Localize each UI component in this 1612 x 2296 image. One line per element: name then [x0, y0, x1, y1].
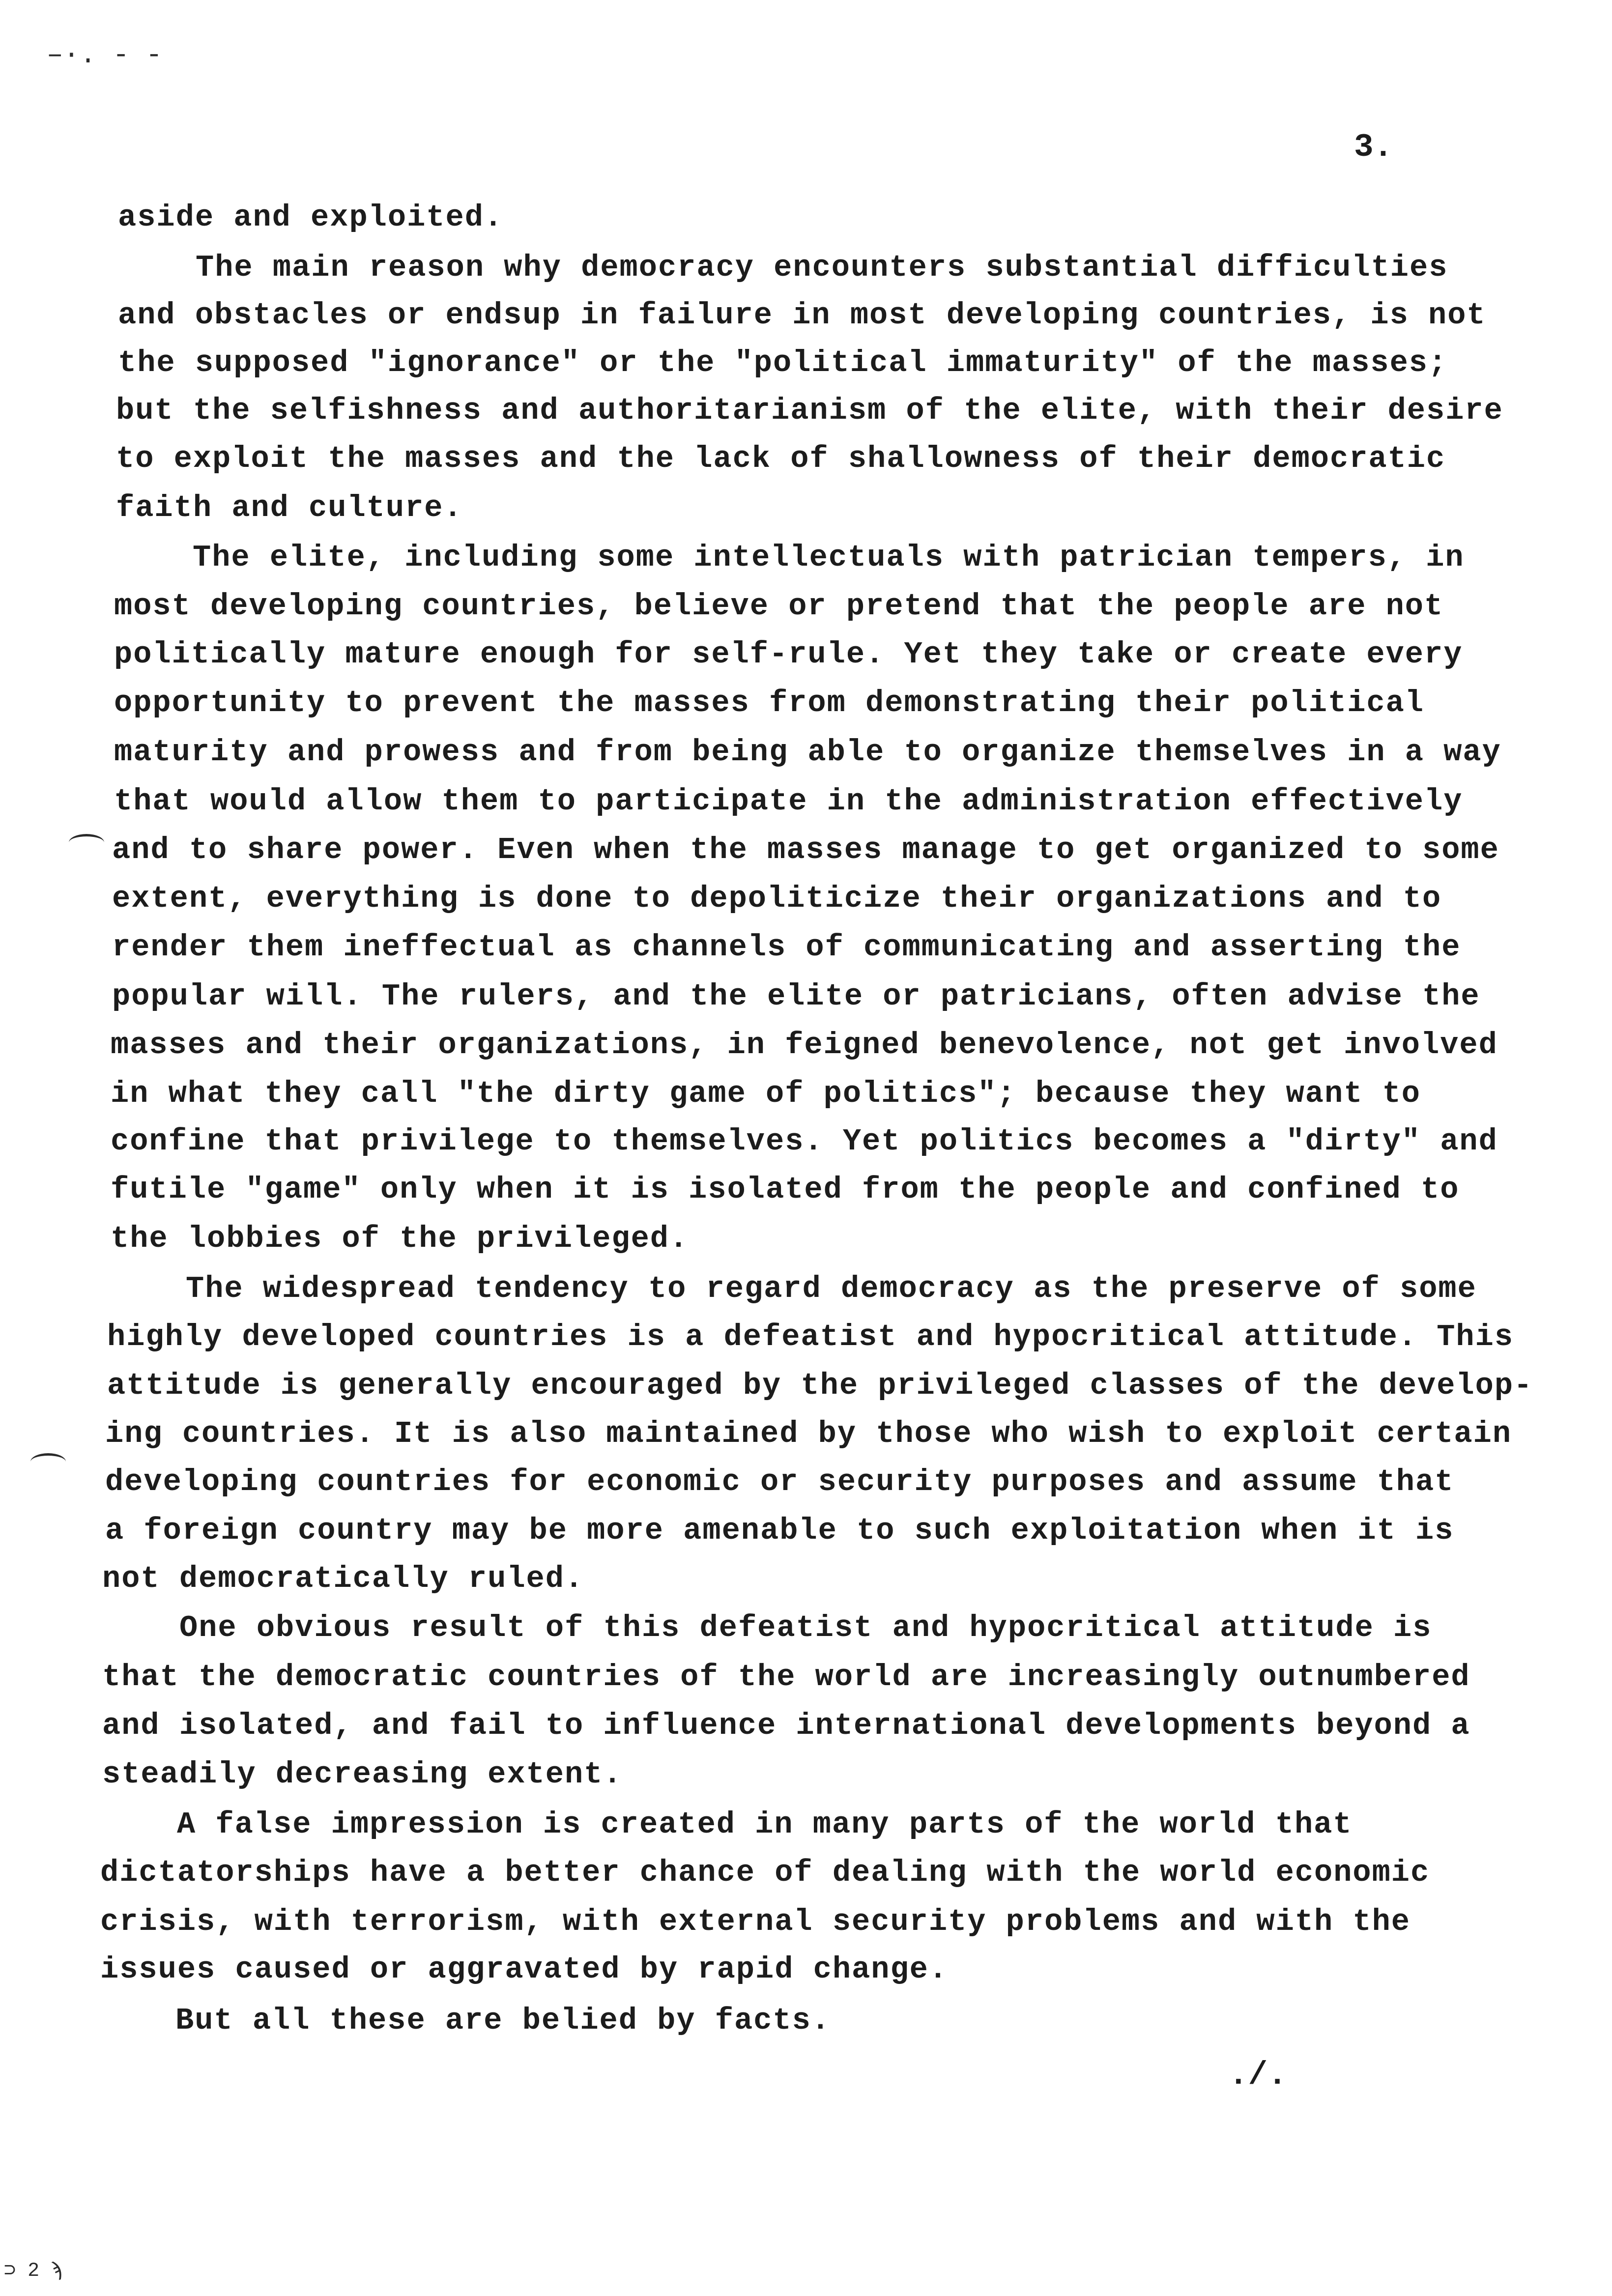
- body-line: highly developed countries is a defeatist and hypocritical attitude. This: [107, 1320, 1514, 1354]
- body-line: but the selfishness and authoritarianism of the elite, with their desire: [116, 393, 1503, 428]
- body-line: The elite, including some intellectuals with patrician tempers, in: [193, 540, 1465, 575]
- body-line: politically mature enough for self-rule. Yet they take or create every: [114, 637, 1463, 672]
- body-line: and to share power. Even when the masses manage to get organized to some: [112, 832, 1499, 867]
- continuation-mark: ./.: [1229, 2057, 1287, 2094]
- body-line: opportunity to prevent the masses from demonstrating their political: [114, 686, 1425, 720]
- body-line: and obstacles or endsup in failure in most developing countries, is not: [118, 298, 1486, 333]
- margin-mark: [30, 1453, 66, 1470]
- body-line: confine that privilege to themselves. Yet politics becomes a "dirty" and: [111, 1124, 1498, 1159]
- footer-scribble: ⊃ 2 ϡ: [4, 2260, 63, 2282]
- body-line: issues caused or aggravated by rapid change.: [100, 1952, 949, 1987]
- top-scribble: –·. - -: [47, 39, 163, 71]
- body-line: most developing countries, believe or pretend that the people are not: [114, 589, 1444, 624]
- body-line: that would allow them to participate in the administration effectively: [114, 784, 1463, 819]
- body-line: But all these are belied by facts.: [175, 2003, 831, 2038]
- body-line: extent, everything is done to depoliticize their organizations and to: [112, 881, 1442, 916]
- body-line: that the democratic countries of the world are increasingly outnumbered: [102, 1660, 1470, 1694]
- margin-mark: [69, 834, 104, 851]
- body-line: masses and their organizations, in feigned benevolence, not get involved: [111, 1028, 1498, 1062]
- body-line: crisis, with terrorism, with external security problems and with the: [100, 1904, 1411, 1939]
- body-line: ing countries. It is also maintained by those who wish to exploit certain: [105, 1416, 1512, 1451]
- body-line: render them ineffectual as channels of communicating and asserting the: [112, 930, 1461, 965]
- body-line: to exploit the masses and the lack of shallowness of their democratic: [116, 441, 1446, 476]
- body-line: steadily decreasing extent.: [102, 1757, 623, 1792]
- body-line: not democratically ruled.: [102, 1561, 584, 1596]
- body-line: The widespread tendency to regard democracy as the preserve of some: [186, 1271, 1477, 1306]
- body-line: futile "game" only when it is isolated from the people and confined to: [111, 1172, 1460, 1207]
- body-line: One obvious result of this defeatist and hypocritical attitude is: [179, 1610, 1432, 1645]
- page-number: 3.: [1354, 129, 1393, 166]
- body-line: the supposed "ignorance" or the "political immaturity" of the masses;: [118, 345, 1448, 380]
- body-line: maturity and prowess and from being able to organize themselves in a way: [114, 735, 1501, 770]
- body-line: A false impression is created in many parts of the world that: [177, 1807, 1353, 1842]
- body-line: faith and culture.: [116, 490, 463, 525]
- body-line: the lobbies of the privileged.: [111, 1221, 689, 1256]
- body-line: The main reason why democracy encounters substantial difficulties: [196, 250, 1448, 285]
- body-line: dictatorships have a better chance of dealing with the world economic: [100, 1855, 1430, 1890]
- body-line: a foreign country may be more amenable to such exploitation when it is: [105, 1513, 1454, 1548]
- body-line: in what they call "the dirty game of politics"; because they want to: [111, 1076, 1421, 1111]
- body-line: and isolated, and fail to influence international developments beyond a: [102, 1708, 1470, 1743]
- body-line: developing countries for economic or security purposes and assume that: [105, 1464, 1454, 1499]
- body-line: popular will. The rulers, and the elite or patricians, often advise the: [112, 979, 1480, 1014]
- body-line: aside and exploited.: [118, 200, 504, 235]
- body-line: attitude is generally encouraged by the privileged classes of the develop-: [107, 1368, 1533, 1403]
